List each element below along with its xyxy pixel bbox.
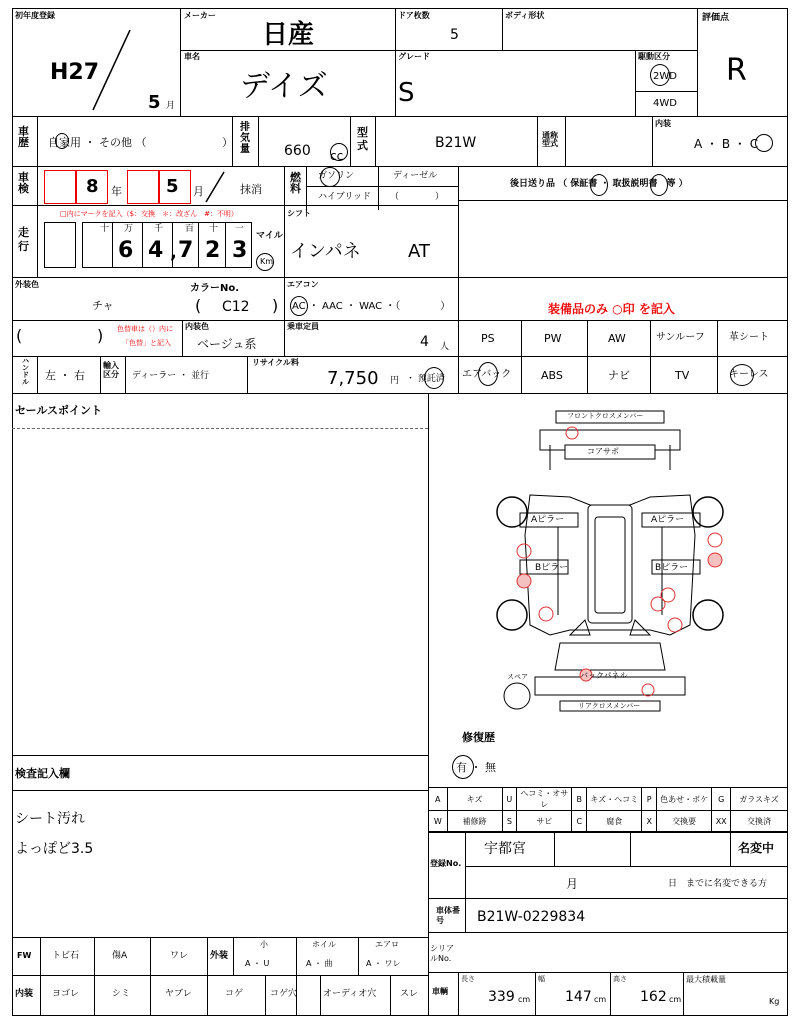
deregistered-label: 抹消 bbox=[240, 183, 262, 196]
equip-ps: PS bbox=[481, 332, 495, 345]
drive-2wd-circle bbox=[650, 64, 670, 86]
equip-abs: ABS bbox=[541, 369, 563, 382]
capacity-unit: 人 bbox=[440, 342, 450, 352]
legend-code: S bbox=[502, 811, 517, 832]
legend-desc: 色あせ・ボケ bbox=[657, 788, 712, 811]
unit-juu: 十 bbox=[209, 224, 219, 234]
diagram-b-pillar-left: Bピラー bbox=[535, 563, 569, 573]
repair-label: 修復歴 bbox=[462, 731, 495, 744]
recycle-deposit: ・ 預託済 bbox=[406, 374, 445, 384]
length-label: 長さ bbox=[461, 975, 475, 983]
color-note-1: 色替車は（）内に bbox=[117, 325, 173, 333]
mileage-note: □内にマークを記入（$：交換 ＊：改ざん #：不明） bbox=[60, 210, 238, 218]
fuel-diesel: ディーゼル bbox=[393, 171, 438, 181]
height-label: 高さ bbox=[613, 975, 627, 983]
serial-label: シリアルNo. bbox=[430, 944, 454, 963]
color-no-paren-open: ( bbox=[195, 296, 202, 315]
registration-month: 月 bbox=[566, 877, 579, 891]
unit-sen: 千 bbox=[154, 224, 164, 234]
inspection-label: 車検 bbox=[18, 171, 29, 195]
warranty-circle bbox=[590, 174, 608, 196]
chassis-number: B21W-0229834 bbox=[477, 909, 586, 925]
recycle-label: リサイクル料 bbox=[252, 358, 299, 367]
shift-type: AT bbox=[408, 241, 430, 262]
diagram-core-support: コアサポ bbox=[587, 447, 619, 456]
capacity-label: 乗車定員 bbox=[287, 322, 319, 331]
insp-year: 8 bbox=[86, 176, 99, 197]
legend-code: A bbox=[429, 788, 448, 811]
legend-desc: キズ・ヘコミ bbox=[587, 788, 642, 811]
equip-sunroof: サンルーフ bbox=[656, 332, 705, 343]
fuel-hybrid: ハイブリッド bbox=[318, 192, 372, 202]
ext-color-label: 外装色 bbox=[15, 280, 39, 289]
aero-options: A ・ ワレ bbox=[366, 959, 401, 968]
legend-code: W bbox=[429, 811, 448, 832]
fuel-label: 燃料 bbox=[290, 171, 301, 195]
body-shape-label: ボディ形状 bbox=[505, 11, 545, 20]
fw-item-chip: トビ石 bbox=[52, 951, 80, 961]
car-name-label: 車名 bbox=[184, 52, 200, 61]
damage-legend-table bbox=[428, 787, 788, 832]
legend-code: X bbox=[642, 811, 657, 832]
history-close: ） bbox=[222, 136, 233, 149]
wheel-label: ホイル bbox=[312, 940, 336, 949]
color-note-2: 「色替」と記入 bbox=[122, 339, 171, 347]
small-options: A ・ U bbox=[245, 959, 270, 968]
drive-label: 駆動区分 bbox=[638, 52, 670, 61]
insp-month: 5 bbox=[166, 176, 179, 197]
ac-label: エアコン bbox=[287, 280, 319, 289]
fw-item-crack: ワレ bbox=[170, 951, 189, 961]
int-color: ベージュ系 bbox=[197, 337, 257, 351]
legend-desc: 補修跡 bbox=[447, 811, 502, 832]
first-reg-year: H27 bbox=[50, 60, 100, 85]
fuel-gasoline: ガソリン bbox=[318, 171, 355, 181]
displacement-value: 660 bbox=[284, 143, 311, 159]
exterior-label: 外装 bbox=[210, 951, 229, 961]
unit-man: 万 bbox=[124, 224, 134, 234]
grade-label: グレード bbox=[398, 52, 430, 61]
model-label: 型式 bbox=[357, 126, 368, 153]
interior-item-stain: シミ bbox=[112, 989, 131, 999]
first-reg-month: 5 bbox=[148, 92, 161, 113]
length-value: 339 bbox=[488, 989, 515, 1005]
registration-day: 日 までに名変できる方 bbox=[668, 879, 768, 889]
capacity: 4 bbox=[420, 334, 429, 350]
fw-label: FW bbox=[17, 951, 32, 960]
color-change-paren-open: ( bbox=[16, 326, 23, 345]
model-value: B21W bbox=[435, 135, 477, 151]
km-label: Km bbox=[260, 257, 274, 266]
interior-item-tear: ヤブレ bbox=[165, 989, 192, 999]
mile-label: マイル bbox=[256, 231, 283, 241]
handle-value: 左 ・ 右 bbox=[45, 369, 85, 382]
mileage-digit-1: 6 bbox=[118, 238, 134, 263]
legend-desc: ガラスキズ bbox=[731, 788, 788, 811]
maker-name: 日産 bbox=[262, 20, 315, 50]
shift-label: シフト bbox=[287, 209, 311, 218]
common-model-label: 通称型式 bbox=[542, 131, 558, 148]
shift-position: インパネ bbox=[290, 241, 361, 262]
recycle-fee: 7,750 bbox=[327, 368, 379, 389]
diagram-back-panel: バックパネル bbox=[580, 671, 628, 680]
ac-circle bbox=[290, 296, 308, 316]
ac-options: AC ・ AAC ・ WAC ・（ ） bbox=[292, 301, 451, 312]
dimensions-label: 車輌 bbox=[432, 987, 448, 996]
car-name: デイズ bbox=[240, 69, 328, 104]
later-items: 後日送り品 （ 保証書 ・ 取扱説明書 等 ） bbox=[510, 179, 688, 189]
unit-ichi: 一 bbox=[235, 224, 245, 234]
equip-pw: PW bbox=[544, 332, 562, 345]
small-label: 小 bbox=[260, 940, 268, 949]
width-unit: cm bbox=[594, 995, 607, 1004]
interior-grades: A ・ B ・ C bbox=[694, 137, 759, 151]
history-text: 自家用 ・ その他 （ bbox=[48, 136, 147, 149]
import-options: ディーラー ・ 並行 bbox=[132, 371, 210, 381]
diagram-rear-member: リアクロスメンバー bbox=[578, 702, 641, 710]
interior-item-dirt: ヨゴレ bbox=[52, 989, 80, 999]
mileage-digit-5: 3 bbox=[232, 238, 248, 263]
repair-options: 有 ・ 無 bbox=[456, 761, 496, 774]
manual-circle bbox=[650, 174, 668, 196]
recycle-unit: 円 bbox=[390, 376, 400, 386]
length-unit: cm bbox=[518, 995, 531, 1004]
keyless-circle bbox=[730, 364, 754, 386]
grade-value: S bbox=[398, 78, 415, 108]
chassis-label: 車体番号 bbox=[436, 906, 460, 925]
drive-4wd: 4WD bbox=[653, 98, 677, 109]
int-color-label: 内装色 bbox=[185, 322, 209, 331]
drive-2wd: 2WD bbox=[653, 71, 677, 82]
handle-label: ハンドル bbox=[22, 357, 29, 386]
deposit-circle bbox=[424, 367, 444, 389]
unit-hyaku: 百 bbox=[185, 224, 195, 234]
first-reg-slash bbox=[85, 26, 145, 116]
color-no-label: カラーNo. bbox=[190, 283, 240, 294]
repair-yes-circle bbox=[452, 755, 474, 779]
insp-month-box bbox=[127, 170, 159, 204]
interior-item-audio-hole: オーディオ穴 bbox=[323, 989, 377, 999]
interior-item-wear: スレ bbox=[400, 989, 419, 999]
legend-code: P bbox=[642, 788, 657, 811]
displacement-cc: cc bbox=[330, 149, 344, 163]
interior-c-circle bbox=[755, 134, 773, 152]
insp-year-unit: 年 bbox=[111, 185, 122, 198]
mileage-comma: , bbox=[170, 242, 177, 263]
registration-label: 登録No. bbox=[430, 859, 462, 868]
doors-value: 5 bbox=[450, 27, 459, 43]
max-load-unit: Kg bbox=[769, 997, 780, 1006]
insp-year-box bbox=[44, 170, 76, 204]
fuel-other: （ ） bbox=[390, 192, 445, 202]
width-value: 147 bbox=[565, 989, 592, 1005]
history-private-circle bbox=[55, 133, 69, 149]
equip-aw: AW bbox=[608, 332, 626, 345]
equip-tv: TV bbox=[675, 369, 690, 382]
insp-slash bbox=[200, 168, 230, 206]
cc-circle bbox=[330, 143, 348, 161]
equip-airbag: エアバック bbox=[462, 369, 512, 380]
history-label: 車歴 bbox=[18, 125, 29, 149]
legend-code: XX bbox=[712, 811, 731, 832]
insp-month-unit: 月 bbox=[193, 185, 204, 198]
max-load-label: 最大積載量 bbox=[686, 975, 726, 984]
eval-score: R bbox=[726, 53, 747, 88]
first-reg-month-unit: 月 bbox=[166, 101, 176, 111]
fw-item-scratch: 傷A bbox=[112, 951, 128, 961]
width-label: 幅 bbox=[538, 975, 545, 983]
legend-code: U bbox=[502, 788, 517, 811]
legend-code: B bbox=[572, 788, 587, 811]
diagram-b-pillar-right: Bピラー bbox=[655, 563, 689, 573]
mileage-digit-3: 7 bbox=[178, 238, 194, 263]
legend-code: G bbox=[712, 788, 731, 811]
height-value: 162 bbox=[640, 989, 667, 1005]
unit-ten: 十 bbox=[100, 224, 110, 234]
legend-desc: キズ bbox=[447, 788, 502, 811]
fuel-gasoline-circle bbox=[320, 167, 340, 187]
wheel-options: A ・ 曲 bbox=[306, 959, 333, 968]
mileage-digit-4: 2 bbox=[205, 238, 221, 263]
registration-place: 宇都宮 bbox=[484, 841, 526, 857]
diagram-front-member: フロントクロスメンバー bbox=[567, 412, 644, 420]
inspection-notes-label: 検査記入欄 bbox=[15, 767, 70, 780]
interior-item-burn-hole: コゲ穴 bbox=[270, 989, 298, 999]
equip-leather: 革シート bbox=[729, 332, 769, 343]
height-unit: cm bbox=[669, 995, 682, 1004]
mileage-digit-2: 4 bbox=[148, 238, 164, 263]
aero-label: エアロ bbox=[375, 940, 399, 949]
displacement-label: 排気量 bbox=[240, 122, 250, 155]
equip-header: 装備品のみ ○印 を記入 bbox=[548, 302, 675, 316]
equip-navi: ナビ bbox=[608, 369, 630, 382]
legend-code: C bbox=[572, 811, 587, 832]
first-reg-label: 初年度登録 bbox=[15, 11, 55, 20]
diagram-a-pillar-right: Aピラー bbox=[651, 515, 685, 525]
legend-desc: ヘコミ・オサレ bbox=[517, 788, 572, 811]
mileage-label: 走行 bbox=[18, 226, 29, 254]
mileage-tens-box bbox=[44, 222, 76, 268]
import-label: 輸入区分 bbox=[103, 361, 119, 379]
interior-item-burn: コゲ bbox=[225, 989, 244, 999]
doors-label: ドア枚数 bbox=[398, 11, 430, 20]
ext-color: チャ bbox=[92, 299, 114, 312]
equip-keyless: キーレス bbox=[729, 369, 769, 380]
km-circle bbox=[256, 253, 274, 271]
color-no: C12 bbox=[222, 299, 250, 315]
color-no-paren-close: ) bbox=[272, 296, 279, 315]
color-change-paren-close: ) bbox=[97, 326, 104, 345]
inspection-note-1: シート汚れ bbox=[15, 811, 85, 827]
diagram-spare: スペア bbox=[507, 673, 528, 681]
legend-desc: 腐食 bbox=[587, 811, 642, 832]
inspection-note-2: よっぽど3.5 bbox=[15, 841, 94, 857]
airbag-circle bbox=[478, 362, 498, 386]
interior-label: 内装 bbox=[655, 119, 671, 128]
eval-label: 評価点 bbox=[702, 13, 730, 23]
registration-change: 名変中 bbox=[738, 841, 775, 855]
maker-label: メーカー bbox=[184, 11, 216, 20]
legend-desc: サビ bbox=[517, 811, 572, 832]
legend-desc: 交換済 bbox=[731, 811, 788, 832]
diagram-a-pillar-left: Aピラー bbox=[531, 515, 565, 525]
sales-points-label: セールスポイント bbox=[15, 404, 103, 417]
legend-desc: 交換要 bbox=[657, 811, 712, 832]
interior-row-label: 内装 bbox=[15, 989, 34, 999]
